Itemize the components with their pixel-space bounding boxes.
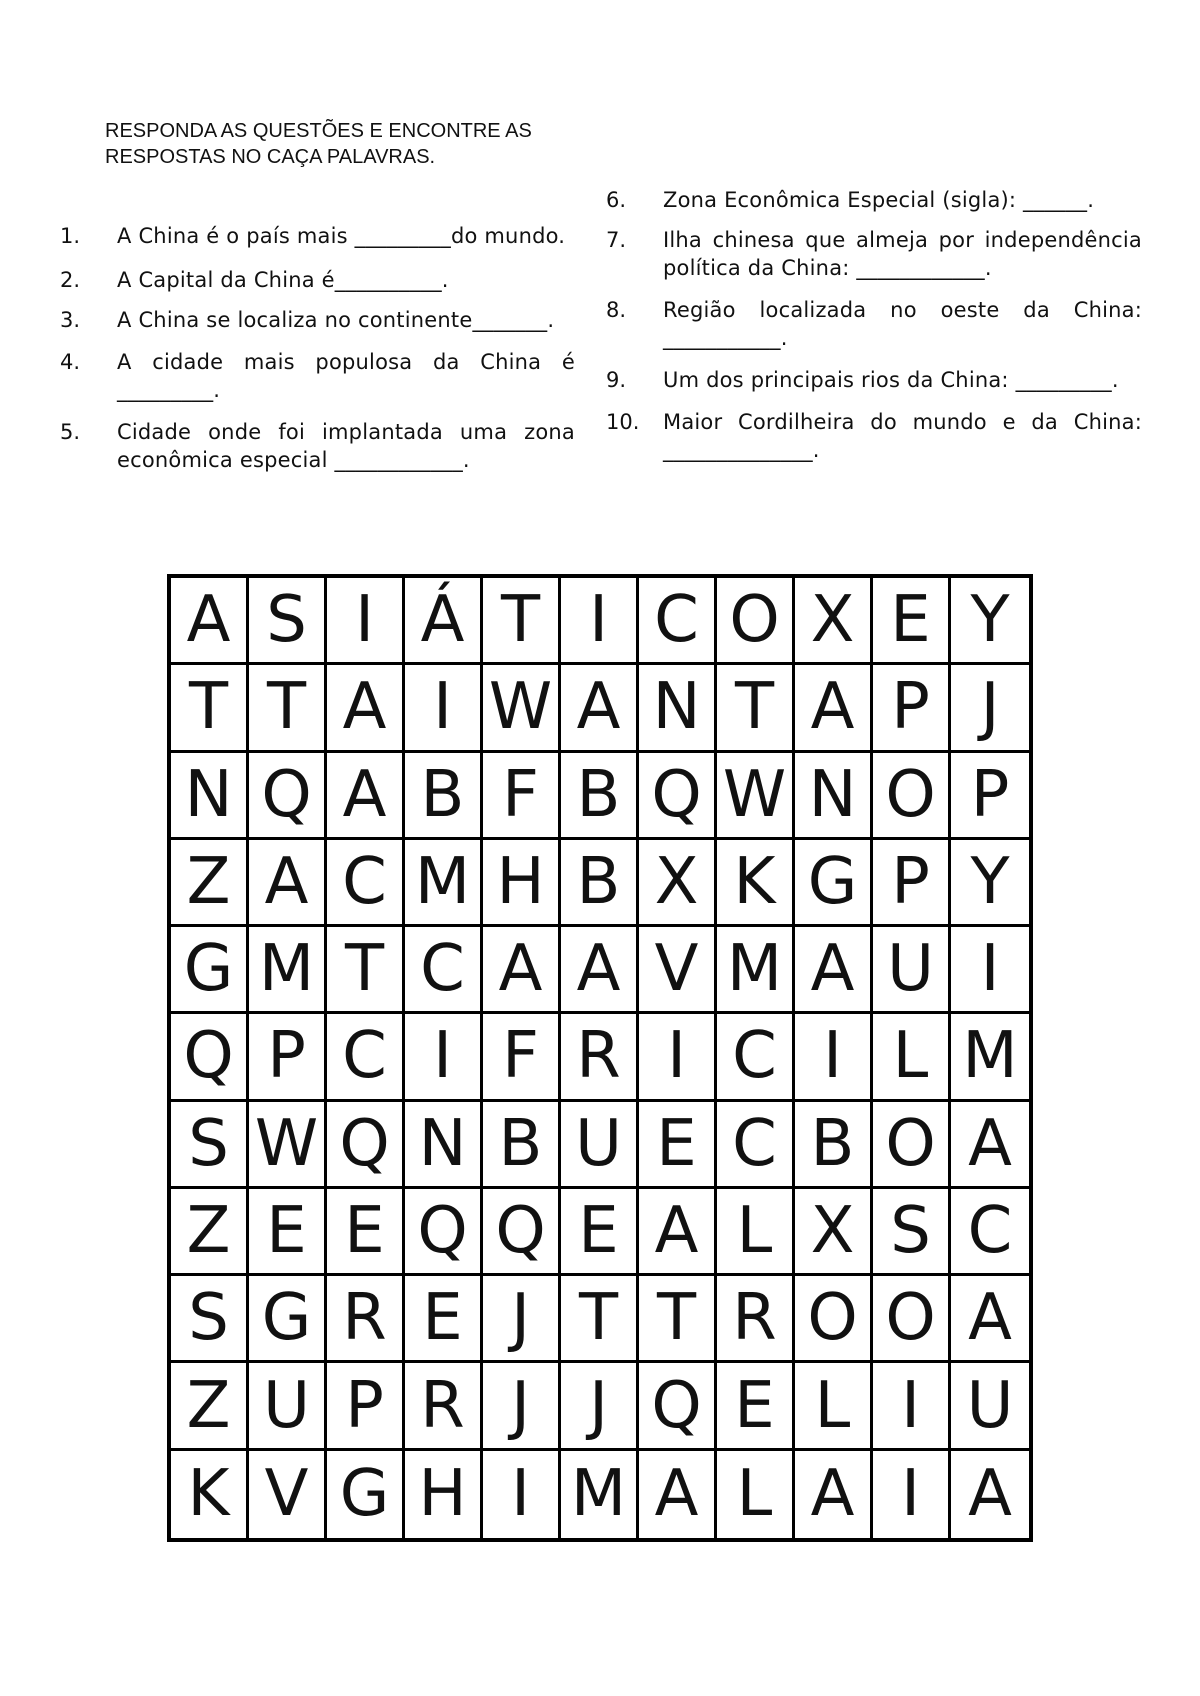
question-3 (60, 306, 575, 334)
grid-cell: I (639, 1014, 717, 1101)
grid-cell: U (249, 1363, 327, 1450)
grid-cell: A (951, 1276, 1029, 1363)
grid-cell: Q (327, 1102, 405, 1189)
grid-cell: I (873, 1451, 951, 1538)
grid-cell: T (717, 665, 795, 752)
grid-cell: O (717, 578, 795, 665)
question-8 (606, 296, 1142, 352)
grid-cell: A (327, 753, 405, 840)
grid-cell: V (639, 927, 717, 1014)
question-number: 7. (606, 228, 627, 252)
grid-cell: G (327, 1451, 405, 1538)
grid-cell: J (483, 1363, 561, 1450)
grid-cell: Q (639, 1363, 717, 1450)
grid-cell: E (327, 1189, 405, 1276)
grid-cell: C (717, 1102, 795, 1189)
grid-cell: C (717, 1014, 795, 1101)
grid-cell: E (405, 1276, 483, 1363)
grid-cell: Y (951, 578, 1029, 665)
grid-cell: H (483, 840, 561, 927)
grid-cell: R (561, 1014, 639, 1101)
grid-cell: Q (171, 1014, 249, 1101)
question-number: 2. (60, 268, 81, 292)
grid-cell: L (795, 1363, 873, 1450)
grid-cell: B (795, 1102, 873, 1189)
worksheet-heading (105, 118, 625, 170)
grid-cell: G (171, 927, 249, 1014)
grid-cell: Z (171, 840, 249, 927)
grid-cell: Y (951, 840, 1029, 927)
grid-cell: Z (171, 1189, 249, 1276)
grid-cell: Q (483, 1189, 561, 1276)
grid-cell: Z (171, 1363, 249, 1450)
grid-cell: E (873, 578, 951, 665)
grid-cell: I (561, 578, 639, 665)
question-number: 10. (606, 410, 640, 434)
grid-cell: P (249, 1014, 327, 1101)
grid-cell: O (873, 1276, 951, 1363)
grid-cell: W (483, 665, 561, 752)
grid-cell: L (717, 1451, 795, 1538)
grid-cell: A (795, 665, 873, 752)
question-text: A China é o país mais _________do mundo. (117, 224, 566, 248)
grid-cell: Q (639, 753, 717, 840)
grid-cell: E (249, 1189, 327, 1276)
grid-cell: L (717, 1189, 795, 1276)
grid-cell: T (561, 1276, 639, 1363)
grid-cell: J (561, 1363, 639, 1450)
grid-cell: L (873, 1014, 951, 1101)
grid-cell: I (327, 578, 405, 665)
grid-cell: N (405, 1102, 483, 1189)
grid-cell: B (405, 753, 483, 840)
grid-cell: I (951, 927, 1029, 1014)
question-text: Maior Cordilheira do mundo e da China: ______________. (663, 410, 1142, 462)
grid-cell: A (795, 1451, 873, 1538)
grid-cell: A (951, 1102, 1029, 1189)
grid-cell: I (873, 1363, 951, 1450)
grid-cell: N (171, 753, 249, 840)
grid-cell: U (951, 1363, 1029, 1450)
question-number: 3. (60, 308, 81, 332)
word-search-grid (167, 574, 1033, 1542)
question-text: Cidade onde foi implantada uma zona econômica especial ____________. (117, 420, 575, 472)
grid-cell: T (639, 1276, 717, 1363)
grid-cell: B (483, 1102, 561, 1189)
grid-cell: A (795, 927, 873, 1014)
grid-cell: I (405, 1014, 483, 1101)
question-5 (60, 418, 575, 474)
grid-cell: E (561, 1189, 639, 1276)
grid-cell: M (951, 1014, 1029, 1101)
grid-cell: X (795, 578, 873, 665)
grid-cell: P (327, 1363, 405, 1450)
grid-cell: Q (249, 753, 327, 840)
grid-cell: A (171, 578, 249, 665)
grid-cell: K (171, 1451, 249, 1538)
grid-cell: A (968, 1457, 1012, 1532)
grid-cell: A (639, 1189, 717, 1276)
grid-cell: B (561, 840, 639, 927)
question-text: A Capital da China é__________. (117, 268, 449, 292)
grid-cell: N (639, 665, 717, 752)
heading-line-1: RESPONDA AS QUESTÕES E ENCONTRE AS (105, 120, 532, 142)
grid-cell: T (327, 927, 405, 1014)
question-text: Ilha chinesa que almeja por independência política da China: ____________. (663, 228, 1142, 280)
question-10 (606, 408, 1142, 464)
grid-cell: S (171, 1102, 249, 1189)
question-2 (60, 266, 575, 294)
question-number: 1. (60, 224, 81, 248)
grid-cell: M (405, 840, 483, 927)
grid-cell: T (249, 665, 327, 752)
grid-cell: S (873, 1189, 951, 1276)
question-number: 5. (60, 420, 81, 444)
grid-cell: N (795, 753, 873, 840)
grid-cell: J (951, 665, 1029, 752)
grid-cell: W (717, 753, 795, 840)
question-7 (606, 226, 1142, 282)
grid-cell: A (327, 665, 405, 752)
grid-cell: E (717, 1363, 795, 1450)
grid-cell: R (327, 1276, 405, 1363)
grid-cell: P (951, 753, 1029, 840)
question-6 (606, 186, 1142, 214)
grid-cell: E (639, 1102, 717, 1189)
question-text: Zona Econômica Especial (sigla): ______. (663, 188, 1095, 212)
grid-cell: F (483, 1014, 561, 1101)
question-text: Um dos principais rios da China: _________. (663, 368, 1119, 392)
grid-cell: S (249, 578, 327, 665)
grid-cell: J (483, 1276, 561, 1363)
grid-cell: A (483, 927, 561, 1014)
grid-cell: H (405, 1451, 483, 1538)
heading-line-2: RESPOSTAS NO CAÇA PALAVRAS. (105, 146, 436, 168)
grid-cell: I (795, 1014, 873, 1101)
grid-cell: A (639, 1451, 717, 1538)
grid-cell: S (171, 1276, 249, 1363)
grid-cell: A (561, 665, 639, 752)
grid-cell: F (483, 753, 561, 840)
grid-cell: R (405, 1363, 483, 1450)
question-number: 8. (606, 298, 627, 322)
question-number: 6. (606, 188, 627, 212)
grid-cell: V (249, 1451, 327, 1538)
grid-cell: X (795, 1189, 873, 1276)
grid-cell: I (405, 665, 483, 752)
grid-cell: B (561, 753, 639, 840)
question-number: 4. (60, 350, 81, 374)
grid-cell: T (171, 665, 249, 752)
grid-cell: G (795, 840, 873, 927)
grid-cell: Q (405, 1189, 483, 1276)
grid-cell: M (561, 1451, 639, 1538)
grid-cell: M (249, 927, 327, 1014)
question-text: A China se localiza no continente_______. (117, 308, 555, 332)
grid-cell: C (951, 1189, 1029, 1276)
question-4 (60, 348, 575, 404)
grid-cell: G (249, 1276, 327, 1363)
grid-cell: P (873, 665, 951, 752)
grid-cell: O (795, 1276, 873, 1363)
grid-cell: C (327, 1014, 405, 1101)
grid-cell: M (717, 927, 795, 1014)
questions-left-column (60, 222, 575, 474)
grid-cell: U (561, 1102, 639, 1189)
question-1 (60, 222, 575, 250)
grid-cell: X (639, 840, 717, 927)
question-9 (606, 366, 1142, 394)
question-text: Região localizada no oeste da China: ___________. (663, 298, 1142, 350)
grid-cell: K (717, 840, 795, 927)
questions-right-column (606, 186, 1142, 478)
grid-cell: O (873, 1102, 951, 1189)
grid-cell: A (249, 840, 327, 927)
grid-cell: R (717, 1276, 795, 1363)
grid-cell: A (561, 927, 639, 1014)
grid-cell: P (873, 840, 951, 927)
grid-cell: C (327, 840, 405, 927)
question-text: A cidade mais populosa da China é _________. (117, 350, 575, 402)
grid-cell: Á (405, 578, 483, 665)
grid-cell: I (483, 1451, 561, 1538)
grid-cell: W (249, 1102, 327, 1189)
grid-cell: O (873, 753, 951, 840)
grid-cell: U (873, 927, 951, 1014)
grid-cell: C (405, 927, 483, 1014)
grid-cell: C (639, 578, 717, 665)
question-number: 9. (606, 368, 627, 392)
grid-cell: T (483, 578, 561, 665)
